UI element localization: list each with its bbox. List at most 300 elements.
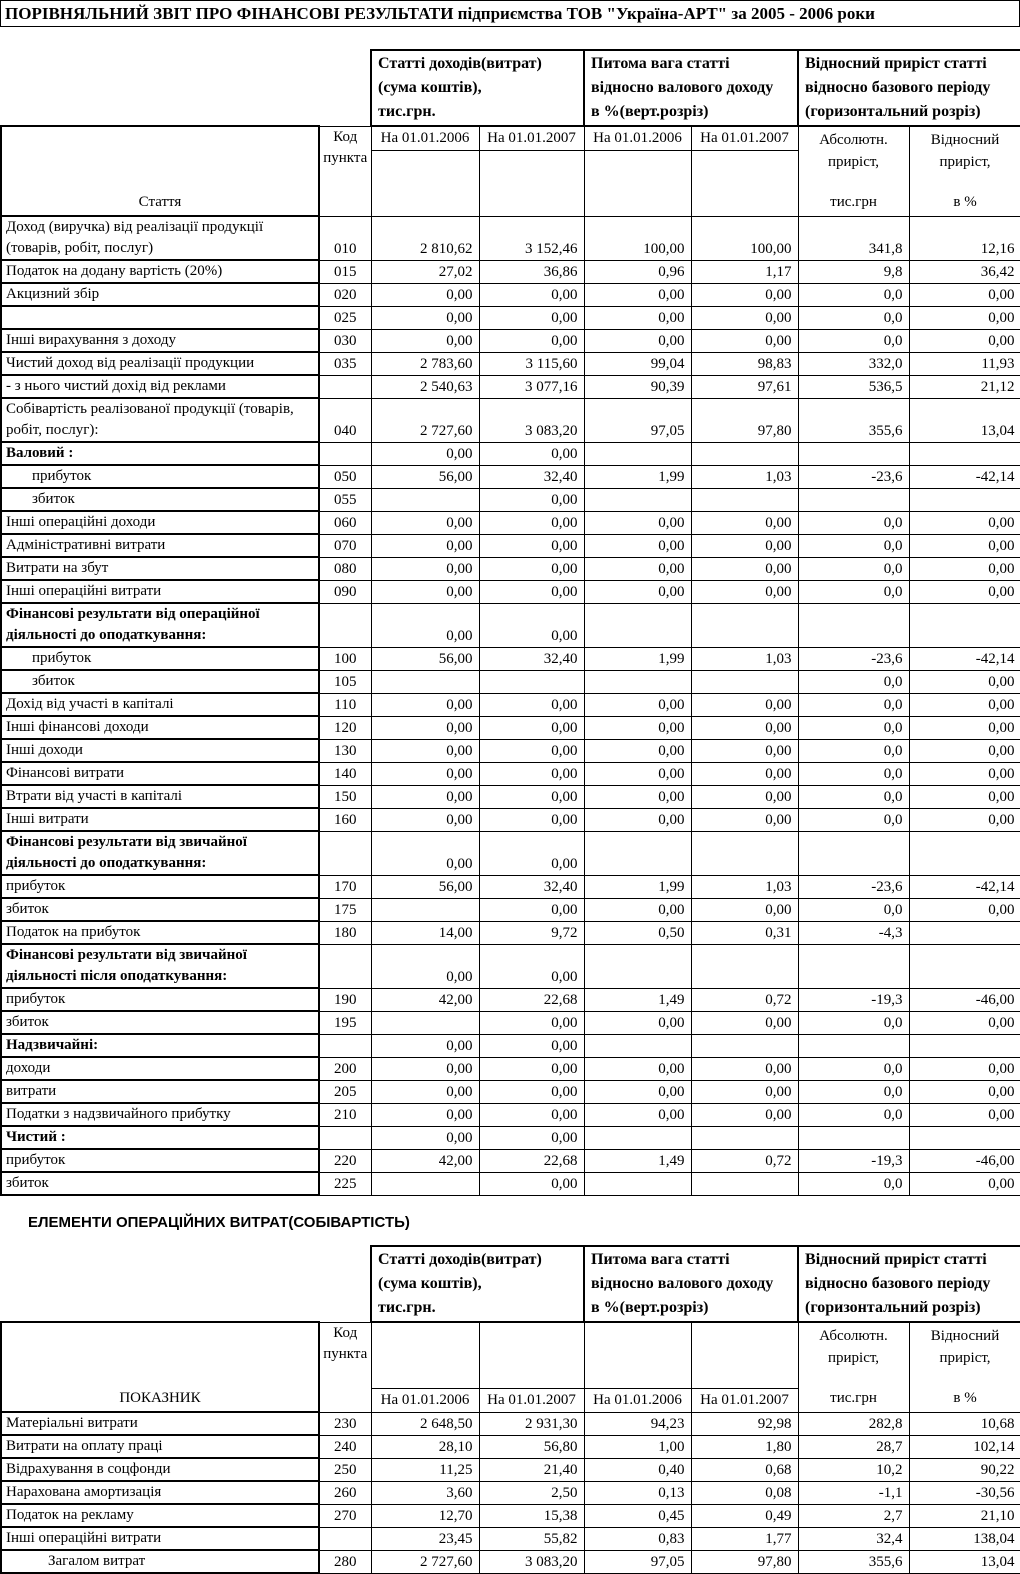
cell-value xyxy=(584,1172,691,1195)
table-row xyxy=(1,808,1020,831)
row-code xyxy=(319,1126,371,1149)
cell-value xyxy=(691,944,798,988)
cell-value: 12,16 xyxy=(909,216,1020,260)
cell-value: 0,00 xyxy=(479,306,584,329)
cell-value: 0,00 xyxy=(691,329,798,352)
cell-value: 97,05 xyxy=(584,398,691,442)
table-row xyxy=(1,1172,1020,1195)
date-column-header: На 01.01.2006 xyxy=(371,126,479,216)
cell-value: 0,0 xyxy=(798,329,909,352)
abs-increase-header: Абсолютн. приріст, тис.грн xyxy=(798,126,909,216)
row-code: 230 xyxy=(319,1412,371,1435)
date-column-header: На 01.01.2006 xyxy=(584,126,691,216)
cell-value: 0,00 xyxy=(371,534,479,557)
row-label: Акцизний збір xyxy=(1,283,319,306)
cell-value: 2 540,63 xyxy=(371,375,479,398)
table-row xyxy=(1,670,1020,693)
cell-value: 0,00 xyxy=(691,739,798,762)
cell-value: 0,00 xyxy=(691,693,798,716)
row-label: Адміністративні витрати xyxy=(1,534,319,557)
table-row xyxy=(1,398,1020,442)
cell-value: 28,10 xyxy=(371,1435,479,1458)
table-row xyxy=(1,511,1020,534)
cell-value: 0,00 xyxy=(909,785,1020,808)
cell-value: 0,00 xyxy=(371,306,479,329)
cell-value: 9,72 xyxy=(479,921,584,944)
row-code: 140 xyxy=(319,762,371,785)
row-code xyxy=(319,375,371,398)
cell-value: 0,49 xyxy=(691,1504,798,1527)
row-label: збиток xyxy=(1,1011,319,1034)
row-code xyxy=(319,1527,371,1550)
row-code: 060 xyxy=(319,511,371,534)
cell-value: 1,00 xyxy=(584,1435,691,1458)
cell-value: 0,00 xyxy=(371,944,479,988)
table-row xyxy=(1,647,1020,670)
row-code: 205 xyxy=(319,1080,371,1103)
header-spacer xyxy=(319,1246,371,1322)
cell-value xyxy=(584,442,691,465)
row-code: 105 xyxy=(319,670,371,693)
row-code: 070 xyxy=(319,534,371,557)
row-label: Матеріальні витрати xyxy=(1,1412,319,1435)
cell-value: 0,00 xyxy=(691,580,798,603)
cell-value: 0,00 xyxy=(909,670,1020,693)
column-group-header-3: Відносний приріст статті відносно базового періоду (горизонтальний розріз) xyxy=(798,50,1020,126)
cell-value xyxy=(584,670,691,693)
cell-value: -19,3 xyxy=(798,1149,909,1172)
cell-value: 0,0 xyxy=(798,557,909,580)
row-code: 150 xyxy=(319,785,371,808)
cell-value xyxy=(909,1126,1020,1149)
row-code: 120 xyxy=(319,716,371,739)
cell-value: 1,99 xyxy=(584,875,691,898)
cell-value: -42,14 xyxy=(909,465,1020,488)
code-column-header: Код пункта xyxy=(319,126,371,216)
cell-value: 0,13 xyxy=(584,1481,691,1504)
cell-value xyxy=(909,944,1020,988)
table-row xyxy=(1,488,1020,511)
cell-value: 98,83 xyxy=(691,352,798,375)
cell-value xyxy=(691,603,798,647)
cell-value: 0,0 xyxy=(798,670,909,693)
row-code: 190 xyxy=(319,988,371,1011)
cell-value xyxy=(371,898,479,921)
cell-value: 1,80 xyxy=(691,1435,798,1458)
section2-title: ЕЛЕМЕНТИ ОПЕРАЦІЙНИХ ВИТРАТ(СОБІВАРТІСТЬ) xyxy=(28,1214,410,1231)
cell-value: 97,80 xyxy=(691,1550,798,1573)
cell-value: 0,00 xyxy=(371,329,479,352)
row-code: 210 xyxy=(319,1103,371,1126)
header-group-row xyxy=(1,1246,1020,1322)
cell-value: 0,00 xyxy=(909,1103,1020,1126)
row-label xyxy=(1,306,319,329)
row-label: Податок на додану вартість (20%) xyxy=(1,260,319,283)
header-spacer xyxy=(1,1246,319,1322)
cell-value: 0,00 xyxy=(691,306,798,329)
cell-value: 13,04 xyxy=(909,1550,1020,1573)
table-row xyxy=(1,762,1020,785)
cell-value: 0,00 xyxy=(479,1172,584,1195)
table-row xyxy=(1,216,1020,260)
cell-value: 0,00 xyxy=(371,442,479,465)
cell-value: -42,14 xyxy=(909,647,1020,670)
cell-value: 0,00 xyxy=(479,511,584,534)
header-spacer xyxy=(319,50,371,126)
cell-value: 23,45 xyxy=(371,1527,479,1550)
cell-value xyxy=(371,1172,479,1195)
cell-value xyxy=(584,1034,691,1057)
cell-value: 0,0 xyxy=(798,306,909,329)
cell-value: 3 152,46 xyxy=(479,216,584,260)
cell-value xyxy=(909,921,1020,944)
cell-value: 2,7 xyxy=(798,1504,909,1527)
cell-value: 0,00 xyxy=(479,603,584,647)
row-label: Чистий : xyxy=(1,1126,319,1149)
cell-value: 90,39 xyxy=(584,375,691,398)
cell-value: 0,0 xyxy=(798,762,909,785)
table-row xyxy=(1,1103,1020,1126)
cell-value: 536,5 xyxy=(798,375,909,398)
row-code: 270 xyxy=(319,1504,371,1527)
cell-value: 99,04 xyxy=(584,352,691,375)
cell-value: 138,04 xyxy=(909,1527,1020,1550)
cell-value: 0,00 xyxy=(371,739,479,762)
table-row xyxy=(1,716,1020,739)
cell-value: 32,40 xyxy=(479,875,584,898)
cell-value: 56,00 xyxy=(371,875,479,898)
date-column-header: На 01.01.2007 xyxy=(479,126,584,216)
table-row xyxy=(1,603,1020,647)
cell-value: 2 931,30 xyxy=(479,1412,584,1435)
spacer xyxy=(0,27,1020,49)
cell-value: 100,00 xyxy=(584,216,691,260)
cell-value: 0,00 xyxy=(479,1126,584,1149)
cell-value: 0,00 xyxy=(909,762,1020,785)
cell-value: 3 077,16 xyxy=(479,375,584,398)
cell-value xyxy=(691,670,798,693)
cell-value xyxy=(798,603,909,647)
code-column-header: Код пункта xyxy=(319,1322,371,1412)
table-row xyxy=(1,1504,1020,1527)
cell-value: 0,00 xyxy=(479,898,584,921)
row-label: Відрахування в соцфонди xyxy=(1,1458,319,1481)
cell-value: -23,6 xyxy=(798,875,909,898)
row-code: 010 xyxy=(319,216,371,260)
cell-value: 0,96 xyxy=(584,260,691,283)
cell-value: 1,03 xyxy=(691,647,798,670)
row-label: Фінансові результати від звичайної діяльності до оподаткування: xyxy=(1,831,319,875)
cell-value: 0,00 xyxy=(479,1011,584,1034)
report-title: ПОРІВНЯЛЬНИЙ ЗВІТ ПРО ФІНАНСОВІ РЕЗУЛЬТАТИ підприємства ТОВ "Україна-АРТ" за 2005 - 2006 роки xyxy=(0,0,1020,27)
cell-value: 0,00 xyxy=(479,1080,584,1103)
table-row xyxy=(1,442,1020,465)
cell-value: 0,0 xyxy=(798,1057,909,1080)
cell-value xyxy=(479,670,584,693)
cell-value xyxy=(691,831,798,875)
cell-value: 0,50 xyxy=(584,921,691,944)
cell-value: 2 648,50 xyxy=(371,1412,479,1435)
cell-value: 21,40 xyxy=(479,1458,584,1481)
abs-increase-header: Абсолютн. приріст, тис.грн xyxy=(798,1322,909,1412)
cell-value: -23,6 xyxy=(798,647,909,670)
row-label: Чистий доход від реалізації продукции xyxy=(1,352,319,375)
row-label: прибуток xyxy=(1,1149,319,1172)
cell-value: 90,22 xyxy=(909,1458,1020,1481)
row-code: 030 xyxy=(319,329,371,352)
cell-value: 1,77 xyxy=(691,1527,798,1550)
cell-value: 0,0 xyxy=(798,511,909,534)
cell-value: 0,00 xyxy=(479,1103,584,1126)
cell-value: 2 727,60 xyxy=(371,398,479,442)
cell-value: 2 810,62 xyxy=(371,216,479,260)
cell-value: 0,00 xyxy=(584,306,691,329)
table-row xyxy=(1,1527,1020,1550)
row-code: 200 xyxy=(319,1057,371,1080)
row-label: Дохід від участі в капіталі xyxy=(1,693,319,716)
cell-value: 92,98 xyxy=(691,1412,798,1435)
cell-value: -23,6 xyxy=(798,465,909,488)
cell-value: 0,00 xyxy=(479,716,584,739)
table-row xyxy=(1,557,1020,580)
cell-value: 0,0 xyxy=(798,716,909,739)
cell-value: -46,00 xyxy=(909,988,1020,1011)
cell-value: 1,99 xyxy=(584,465,691,488)
table-row xyxy=(1,1458,1020,1481)
cell-value: 0,00 xyxy=(479,580,584,603)
cell-value: 0,00 xyxy=(371,557,479,580)
cell-value: 0,00 xyxy=(584,534,691,557)
cell-value: 0,00 xyxy=(909,716,1020,739)
cell-value: 14,00 xyxy=(371,921,479,944)
cell-value: 0,00 xyxy=(371,511,479,534)
cell-value: 341,8 xyxy=(798,216,909,260)
table-row xyxy=(1,1149,1020,1172)
cell-value: 2 727,60 xyxy=(371,1550,479,1573)
date-column-header: На 01.01.2006 xyxy=(584,1322,691,1412)
cell-value: 0,0 xyxy=(798,739,909,762)
operating-costs-table xyxy=(0,1245,1020,1574)
cell-value: 56,80 xyxy=(479,1435,584,1458)
cell-value: 0,00 xyxy=(584,739,691,762)
cell-value: 3 115,60 xyxy=(479,352,584,375)
row-label: прибуток xyxy=(1,647,319,670)
row-code: 025 xyxy=(319,306,371,329)
row-label: Інші операційні витрати xyxy=(1,1527,319,1550)
cell-value: 97,80 xyxy=(691,398,798,442)
table-row xyxy=(1,1435,1020,1458)
cell-value: 0,00 xyxy=(909,580,1020,603)
cell-value: 0,68 xyxy=(691,1458,798,1481)
row-label: Інші вирахування з доходу xyxy=(1,329,319,352)
row-label: збиток xyxy=(1,898,319,921)
cell-value: 94,23 xyxy=(584,1412,691,1435)
table-row xyxy=(1,1481,1020,1504)
cell-value: 0,00 xyxy=(691,557,798,580)
row-code xyxy=(319,603,371,647)
row-code xyxy=(319,442,371,465)
row-code: 035 xyxy=(319,352,371,375)
cell-value: 28,7 xyxy=(798,1435,909,1458)
cell-value: 27,02 xyxy=(371,260,479,283)
cell-value: 0,00 xyxy=(371,762,479,785)
cell-value: 0,00 xyxy=(584,283,691,306)
row-label: Нарахована амортизація xyxy=(1,1481,319,1504)
cell-value: 1,99 xyxy=(584,647,691,670)
cell-value xyxy=(584,603,691,647)
cell-value: 0,0 xyxy=(798,283,909,306)
cell-value xyxy=(691,442,798,465)
cell-value: 0,00 xyxy=(909,1172,1020,1195)
row-code: 100 xyxy=(319,647,371,670)
cell-value: 0,00 xyxy=(691,534,798,557)
cell-value: 0,00 xyxy=(691,1057,798,1080)
cell-value xyxy=(584,831,691,875)
row-label: Витрати на збут xyxy=(1,557,319,580)
cell-value: 9,8 xyxy=(798,260,909,283)
cell-value: 1,03 xyxy=(691,875,798,898)
row-code xyxy=(319,1034,371,1057)
row-code: 175 xyxy=(319,898,371,921)
cell-value: 0,00 xyxy=(371,283,479,306)
row-code: 170 xyxy=(319,875,371,898)
row-label: Інші операційні доходи xyxy=(1,511,319,534)
cell-value: 0,00 xyxy=(371,1126,479,1149)
cell-value: 11,25 xyxy=(371,1458,479,1481)
column-group-header-1: Статті доходів(витрат) (сума коштів), тис.грн. xyxy=(371,50,584,126)
table-row xyxy=(1,1011,1020,1034)
cell-value: 100,00 xyxy=(691,216,798,260)
cell-value: 0,0 xyxy=(798,534,909,557)
cell-value: 0,00 xyxy=(584,762,691,785)
table-row xyxy=(1,921,1020,944)
cell-value: 0,00 xyxy=(584,580,691,603)
table-row xyxy=(1,875,1020,898)
row-label: Податок на рекламу xyxy=(1,1504,319,1527)
cell-value: 0,00 xyxy=(909,1057,1020,1080)
cell-value: 0,00 xyxy=(371,831,479,875)
cell-value: -19,3 xyxy=(798,988,909,1011)
cell-value: -42,14 xyxy=(909,875,1020,898)
cell-value: 0,31 xyxy=(691,921,798,944)
cell-value: 0,0 xyxy=(798,785,909,808)
row-code: 015 xyxy=(319,260,371,283)
cell-value: 32,4 xyxy=(798,1527,909,1550)
row-label-header: ПОКАЗНИК xyxy=(1,1322,319,1412)
cell-value: 0,00 xyxy=(479,488,584,511)
table-row xyxy=(1,352,1020,375)
cell-value: 0,00 xyxy=(691,785,798,808)
rel-increase-header: Відносний приріст, в % xyxy=(909,1322,1020,1412)
cell-value: 3 083,20 xyxy=(479,1550,584,1573)
row-code: 090 xyxy=(319,580,371,603)
cell-value xyxy=(584,1126,691,1149)
row-code: 020 xyxy=(319,283,371,306)
cell-value xyxy=(798,442,909,465)
cell-value: -1,1 xyxy=(798,1481,909,1504)
cell-value: 332,0 xyxy=(798,352,909,375)
table-row xyxy=(1,375,1020,398)
cell-value: 0,0 xyxy=(798,1103,909,1126)
table-row xyxy=(1,580,1020,603)
cell-value: 0,0 xyxy=(798,1080,909,1103)
cell-value: 32,40 xyxy=(479,647,584,670)
cell-value: 0,00 xyxy=(371,785,479,808)
financial-results-table xyxy=(0,49,1020,1196)
table-row xyxy=(1,988,1020,1011)
row-label: прибуток xyxy=(1,875,319,898)
cell-value: 2,50 xyxy=(479,1481,584,1504)
cell-value: 355,6 xyxy=(798,1550,909,1573)
cell-value: 282,8 xyxy=(798,1412,909,1435)
date-column-header: На 01.01.2007 xyxy=(479,1322,584,1412)
cell-value: 3,60 xyxy=(371,1481,479,1504)
cell-value: 0,00 xyxy=(479,329,584,352)
cell-value: 0,00 xyxy=(479,693,584,716)
table-row xyxy=(1,283,1020,306)
cell-value: 0,08 xyxy=(691,1481,798,1504)
cell-value: 355,6 xyxy=(798,398,909,442)
table-row xyxy=(1,898,1020,921)
row-label: Фінансові результати від звичайної діяльності після оподаткування: xyxy=(1,944,319,988)
cell-value: 0,00 xyxy=(691,808,798,831)
cell-value: 0,00 xyxy=(479,762,584,785)
row-label: витрати xyxy=(1,1080,319,1103)
row-code: 055 xyxy=(319,488,371,511)
row-label: доходи xyxy=(1,1057,319,1080)
cell-value: 0,0 xyxy=(798,1011,909,1034)
row-label: прибуток xyxy=(1,988,319,1011)
cell-value xyxy=(909,603,1020,647)
cell-value: 55,82 xyxy=(479,1527,584,1550)
cell-value: 0,00 xyxy=(479,785,584,808)
cell-value xyxy=(691,1172,798,1195)
row-label: Податки з надзвичайного прибутку xyxy=(1,1103,319,1126)
cell-value: 0,00 xyxy=(584,716,691,739)
cell-value xyxy=(909,442,1020,465)
table-row xyxy=(1,739,1020,762)
column-group-header-2: Питома вага статті відносно валового доходу в %(верт.розріз) xyxy=(584,50,798,126)
cell-value: 1,49 xyxy=(584,988,691,1011)
row-code: 040 xyxy=(319,398,371,442)
cell-value: 12,70 xyxy=(371,1504,479,1527)
table-row xyxy=(1,831,1020,875)
rel-increase-header: Відносний приріст, в % xyxy=(909,126,1020,216)
row-code: 260 xyxy=(319,1481,371,1504)
row-label: Фінансові витрати xyxy=(1,762,319,785)
cell-value xyxy=(691,488,798,511)
cell-value: 0,00 xyxy=(909,557,1020,580)
cell-value: 0,00 xyxy=(584,1011,691,1034)
cell-value: 11,93 xyxy=(909,352,1020,375)
cell-value: 0,00 xyxy=(909,1080,1020,1103)
cell-value: 15,38 xyxy=(479,1504,584,1527)
cell-value: 0,00 xyxy=(584,808,691,831)
cell-value: 0,00 xyxy=(691,1011,798,1034)
cell-value: 10,2 xyxy=(798,1458,909,1481)
cell-value: 0,00 xyxy=(909,898,1020,921)
cell-value: 0,00 xyxy=(371,1080,479,1103)
cell-value: 97,05 xyxy=(584,1550,691,1573)
cell-value: -30,56 xyxy=(909,1481,1020,1504)
cell-value: 0,00 xyxy=(584,557,691,580)
cell-value: 0,0 xyxy=(798,808,909,831)
row-label-header: Стаття xyxy=(1,126,319,216)
row-label: Валовий : xyxy=(1,442,319,465)
column-group-header-1: Статті доходів(витрат) (сума коштів), тис.грн. xyxy=(371,1246,584,1322)
row-code xyxy=(319,831,371,875)
cell-value: 0,0 xyxy=(798,580,909,603)
